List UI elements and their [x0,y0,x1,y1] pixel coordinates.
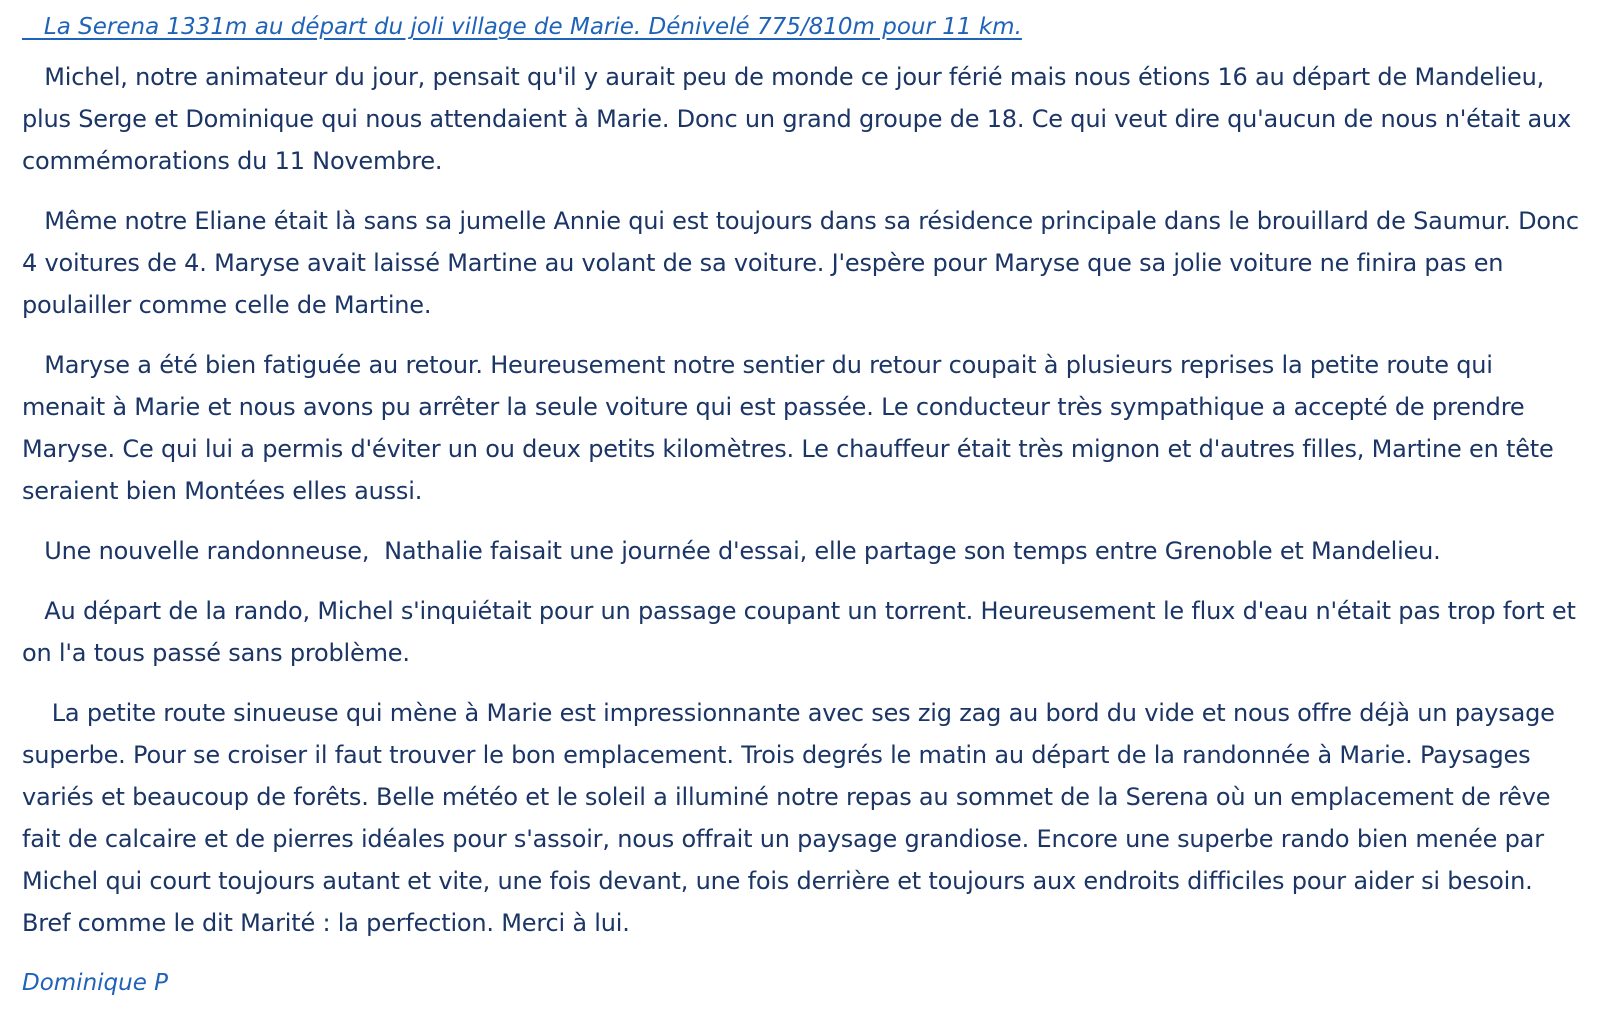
paragraph-5: Au départ de la rando, Michel s'inquiétait pour un passage coupant un torrent. Heureusement le flux d'eau n'était pas trop fort et on l'a tous passé sans problème. [22,597,1584,667]
author-signature: Dominique P [22,970,169,996]
paragraph-2: Même notre Eliane était là sans sa jumelle Annie qui est toujours dans sa résidence principale dans le brouillard de Saumur. Donc 4 voitures de 4. Maryse avait laissé Martine au volant de sa voiture. J'espère pour Maryse que sa jolie voiture ne finira pas en poulailler comme celle de Martine. [22,207,1587,319]
article-title: La Serena 1331m au départ du joli village de Marie. Dénivelé 775/810m pour 11 km. [22,14,1022,40]
paragraph-6: La petite route sinueuse qui mène à Marie est impressionnante avec ses zig zag au bord du vide et nous offre déjà un paysage superbe. Pour se croiser il faut trouver le bon emplacement. Trois degrés le matin au départ de la randonnée à Marie. Paysages variés et beaucoup de forêts. Belle météo et le soleil a illuminé notre repas au sommet de la Serena où un emplacement de rêve fait de calcaire et de pierres idéales pour s'assoir, nous offrait un paysage grandiose. Encore une superbe rando bien menée par Michel qui court toujours autant et vite, une fois devant, une fois derrière et toujours aux endroits difficiles pour aider si besoin. Bref comme le dit Marité : la perfection. Merci à lui. [22,699,1563,937]
spacer [22,46,1582,56]
spacer [22,182,1582,200]
spacer [22,512,1582,530]
paragraph-3: Maryse a été bien fatiguée au retour. Heureusement notre sentier du retour coupait à plusieurs reprises la petite route qui menait à Marie et nous avons pu arrêter la seule voiture qui est passée. Le conducteur très sympathique a accepté de prendre Maryse. Ce qui lui a permis d'éviter un ou deux petits kilomètres. Le chauffeur était très mignon et d'autres filles, Martine en tête seraient bien Montées elles aussi. [22,351,1561,505]
paragraph-1: Michel, notre animateur du jour, pensait qu'il y aurait peu de monde ce jour férié mais nous étions 16 au départ de Mandelieu, plus Serge et Dominique qui nous attendaient à Marie. Donc un grand groupe de 18. Ce qui veut dire qu'aucun de nous n'était aux commémorations du 11 Novembre. [22,63,1579,175]
spacer [22,674,1582,692]
paragraph-4: Une nouvelle randonneuse, Nathalie faisait une journée d'essai, elle partage son temps entre Grenoble et Mandelieu. [22,537,1441,565]
article [22,8,1587,1002]
spacer [22,572,1582,590]
spacer [22,326,1582,344]
spacer [22,944,1582,964]
